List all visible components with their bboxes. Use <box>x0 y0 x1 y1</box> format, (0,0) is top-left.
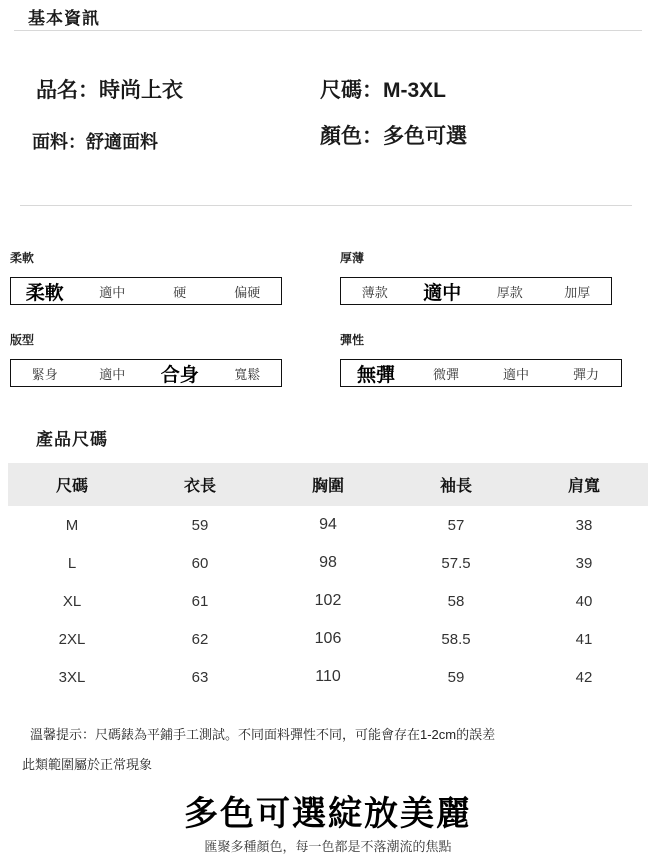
table-cell: 106 <box>314 630 342 647</box>
scale-option[interactable]: 緊身 <box>31 366 58 382</box>
table-cell: 58 <box>447 592 465 610</box>
table-cell: 41 <box>575 630 593 648</box>
scale-option[interactable]: 硬 <box>173 284 187 300</box>
table-header-row <box>8 463 648 506</box>
measurement-note-line-1: 溫馨提示：尺碼錶為平鋪手工測試。不同面料彈性不同，可能會存在1-2cm的誤差 <box>30 727 496 742</box>
scale-option[interactable]: 適中 <box>423 282 462 304</box>
table-cell: 61 <box>191 592 209 610</box>
table-header-cell: 衣長 <box>136 463 264 506</box>
table-cell: 59 <box>447 668 465 686</box>
scale-option[interactable]: 合身 <box>160 364 199 386</box>
table-cell: 98 <box>319 554 337 571</box>
table-cell: 63 <box>191 668 209 686</box>
info-product-name: 品名：時尚上衣 <box>36 79 183 102</box>
table-cell: 3XL <box>58 668 86 686</box>
scale-option[interactable]: 適中 <box>99 366 126 382</box>
scale-option[interactable]: 微彈 <box>432 366 459 382</box>
scale-option[interactable]: 無彈 <box>356 364 395 386</box>
attribute-label-softness: 柔軟 <box>10 251 35 265</box>
measurement-note-line-2: 此類範圍屬於正常現象 <box>22 757 153 772</box>
scale-option[interactable]: 適中 <box>502 366 529 382</box>
table-cell: 58.5 <box>441 630 471 648</box>
table-row <box>8 582 648 620</box>
table-cell: 102 <box>314 592 342 609</box>
size-table <box>8 463 648 696</box>
table-cell: 59 <box>191 516 209 534</box>
attribute-scale-elasticity <box>340 359 622 387</box>
table-cell: 38 <box>575 516 593 534</box>
table-cell: 94 <box>319 516 337 533</box>
info-size-range: 尺碼：M-3XL <box>320 79 446 102</box>
table-row <box>8 620 648 658</box>
banner-subtitle: 匯聚多種顏色，每一色都是不落潮流的焦點 <box>204 839 452 854</box>
table-cell: 57 <box>447 516 465 534</box>
table-header-cell: 袖長 <box>392 463 520 506</box>
table-cell: 60 <box>191 554 209 572</box>
table-cell: 2XL <box>58 630 86 648</box>
scale-option[interactable]: 加厚 <box>564 284 591 300</box>
info-color: 顏色：多色可選 <box>320 125 467 148</box>
scale-option[interactable]: 柔軟 <box>25 282 64 304</box>
scale-option[interactable]: 適中 <box>99 284 126 300</box>
attribute-label-elasticity: 彈性 <box>340 333 365 347</box>
table-cell: 62 <box>191 630 209 648</box>
table-cell: 40 <box>575 592 593 610</box>
table-header-cell: 尺碼 <box>8 463 136 506</box>
table-row <box>8 544 648 582</box>
table-header-cell: 肩寬 <box>520 463 648 506</box>
scale-option[interactable]: 偏硬 <box>234 284 261 300</box>
banner-title: 多色可選綻放美麗 <box>184 795 472 833</box>
attribute-label-fit: 版型 <box>10 333 35 347</box>
attribute-scale-thickness <box>340 277 612 305</box>
table-header-cell: 胸圍 <box>264 463 392 506</box>
table-cell: 110 <box>315 668 341 685</box>
info-fabric: 面料：舒適面料 <box>32 132 158 152</box>
basic-info-title: 基本資訊 <box>28 9 100 28</box>
table-cell: 57.5 <box>441 554 471 572</box>
scale-option[interactable]: 彈力 <box>572 366 599 382</box>
scale-option[interactable]: 薄款 <box>361 284 388 300</box>
divider-middle <box>20 205 632 206</box>
divider-top <box>14 30 642 31</box>
attribute-scale-fit <box>10 359 282 387</box>
table-cell: 42 <box>575 668 593 686</box>
table-cell: 39 <box>575 554 593 572</box>
size-table-title: 產品尺碼 <box>36 430 108 449</box>
scale-option[interactable]: 寬鬆 <box>234 366 261 382</box>
table-cell: L <box>67 554 77 572</box>
table-cell: XL <box>62 592 82 610</box>
attribute-scale-softness <box>10 277 282 305</box>
table-cell: M <box>65 516 79 534</box>
attribute-label-thickness: 厚薄 <box>340 251 365 265</box>
table-row <box>8 506 648 544</box>
table-row <box>8 658 648 696</box>
scale-option[interactable]: 厚款 <box>496 284 523 300</box>
